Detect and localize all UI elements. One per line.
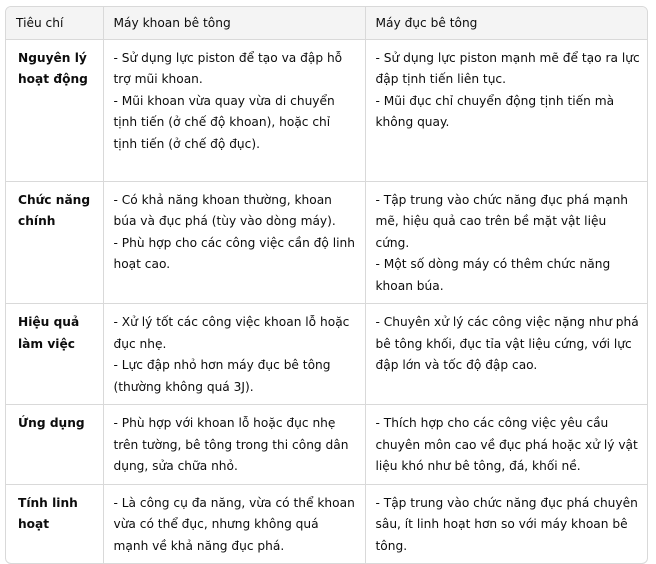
cell-line: - Phù hợp với khoan lỗ hoặc đục nhẹ trên tường, bê tông trong thi công dân dụng, sửa chữa nhỏ. <box>113 416 349 473</box>
drill-cell <box>103 484 365 563</box>
row-criterion: Nguyên lý hoạt động <box>6 39 103 181</box>
cell-line: - Mũi đục chỉ chuyển động tịnh tiến mà không quay. <box>375 93 615 129</box>
chisel-cell <box>365 39 648 181</box>
cell-line: - Là công cụ đa năng, vừa có thể khoan vừa có thể đục, nhưng không quá mạnh về khả năng đục phá. <box>113 495 355 553</box>
comparison-table-container <box>5 6 648 564</box>
cell-line: - Sử dụng lực piston mạnh mẽ để tạo ra lực đập tịnh tiến liên tục. <box>375 50 640 86</box>
table-header-row <box>6 7 648 39</box>
table-row <box>6 484 648 563</box>
drill-cell <box>103 304 365 405</box>
cell-line: - Lực đập nhỏ hơn máy đục bê tông (thường không quá 3J). <box>113 358 331 394</box>
chisel-cell <box>365 405 648 485</box>
header-chisel: Máy đục bê tông <box>365 7 648 39</box>
header-drill: Máy khoan bê tông <box>103 7 365 39</box>
cell-line: - Xử lý tốt các công việc khoan lỗ hoặc đục nhẹ. <box>113 315 350 351</box>
cell-line: - Thích hợp cho các công việc yêu cầu chuyên môn cao về đục phá hoặc xử lý vật liệu khó như bê tông, đá, khối nề. <box>375 416 638 473</box>
table-row <box>6 181 648 304</box>
chisel-cell <box>365 484 648 563</box>
chisel-cell <box>365 304 648 405</box>
cell-line: - Tập trung vào chức năng đục phá mạnh mẽ, hiệu quả cao trên bề mặt vật liệu cứng. <box>375 192 629 250</box>
cell-line: - Một số dòng máy có thêm chức năng khoan búa. <box>375 257 611 293</box>
row-criterion: Ứng dụng <box>6 405 103 485</box>
cell-line: - Phù hợp cho các công việc cần độ linh hoạt cao. <box>113 235 355 271</box>
cell-line: - Sử dụng lực piston để tạo va đập hỗ trợ mũi khoan. <box>113 50 343 86</box>
table-row <box>6 304 648 405</box>
comparison-table <box>6 7 648 563</box>
drill-cell <box>103 405 365 485</box>
row-criterion: Tính linh hoạt <box>6 484 103 563</box>
cell-line: - Chuyên xử lý các công việc nặng như phá bê tông khối, đục tỉa vật liệu cứng, với lực đập lớn và tốc độ đập cao. <box>375 315 639 372</box>
cell-line: - Mũi khoan vừa quay vừa di chuyển tịnh tiến (ở chế độ khoan), hoặc chỉ tịnh tiến (ở chế độ đục). <box>113 93 335 151</box>
cell-line: - Có khả năng khoan thường, khoan búa và đục phá (tùy vào dòng máy). <box>113 192 336 228</box>
row-criterion: Chức năng chính <box>6 181 103 304</box>
chisel-cell <box>365 181 648 304</box>
row-criterion: Hiệu quả làm việc <box>6 304 103 405</box>
table-row <box>6 405 648 485</box>
header-criterion: Tiêu chí <box>6 7 103 39</box>
cell-line: - Tập trung vào chức năng đục phá chuyên sâu, ít linh hoạt hơn so với máy khoan bê tông. <box>375 495 638 553</box>
drill-cell <box>103 39 365 181</box>
drill-cell <box>103 181 365 304</box>
table-row <box>6 39 648 181</box>
